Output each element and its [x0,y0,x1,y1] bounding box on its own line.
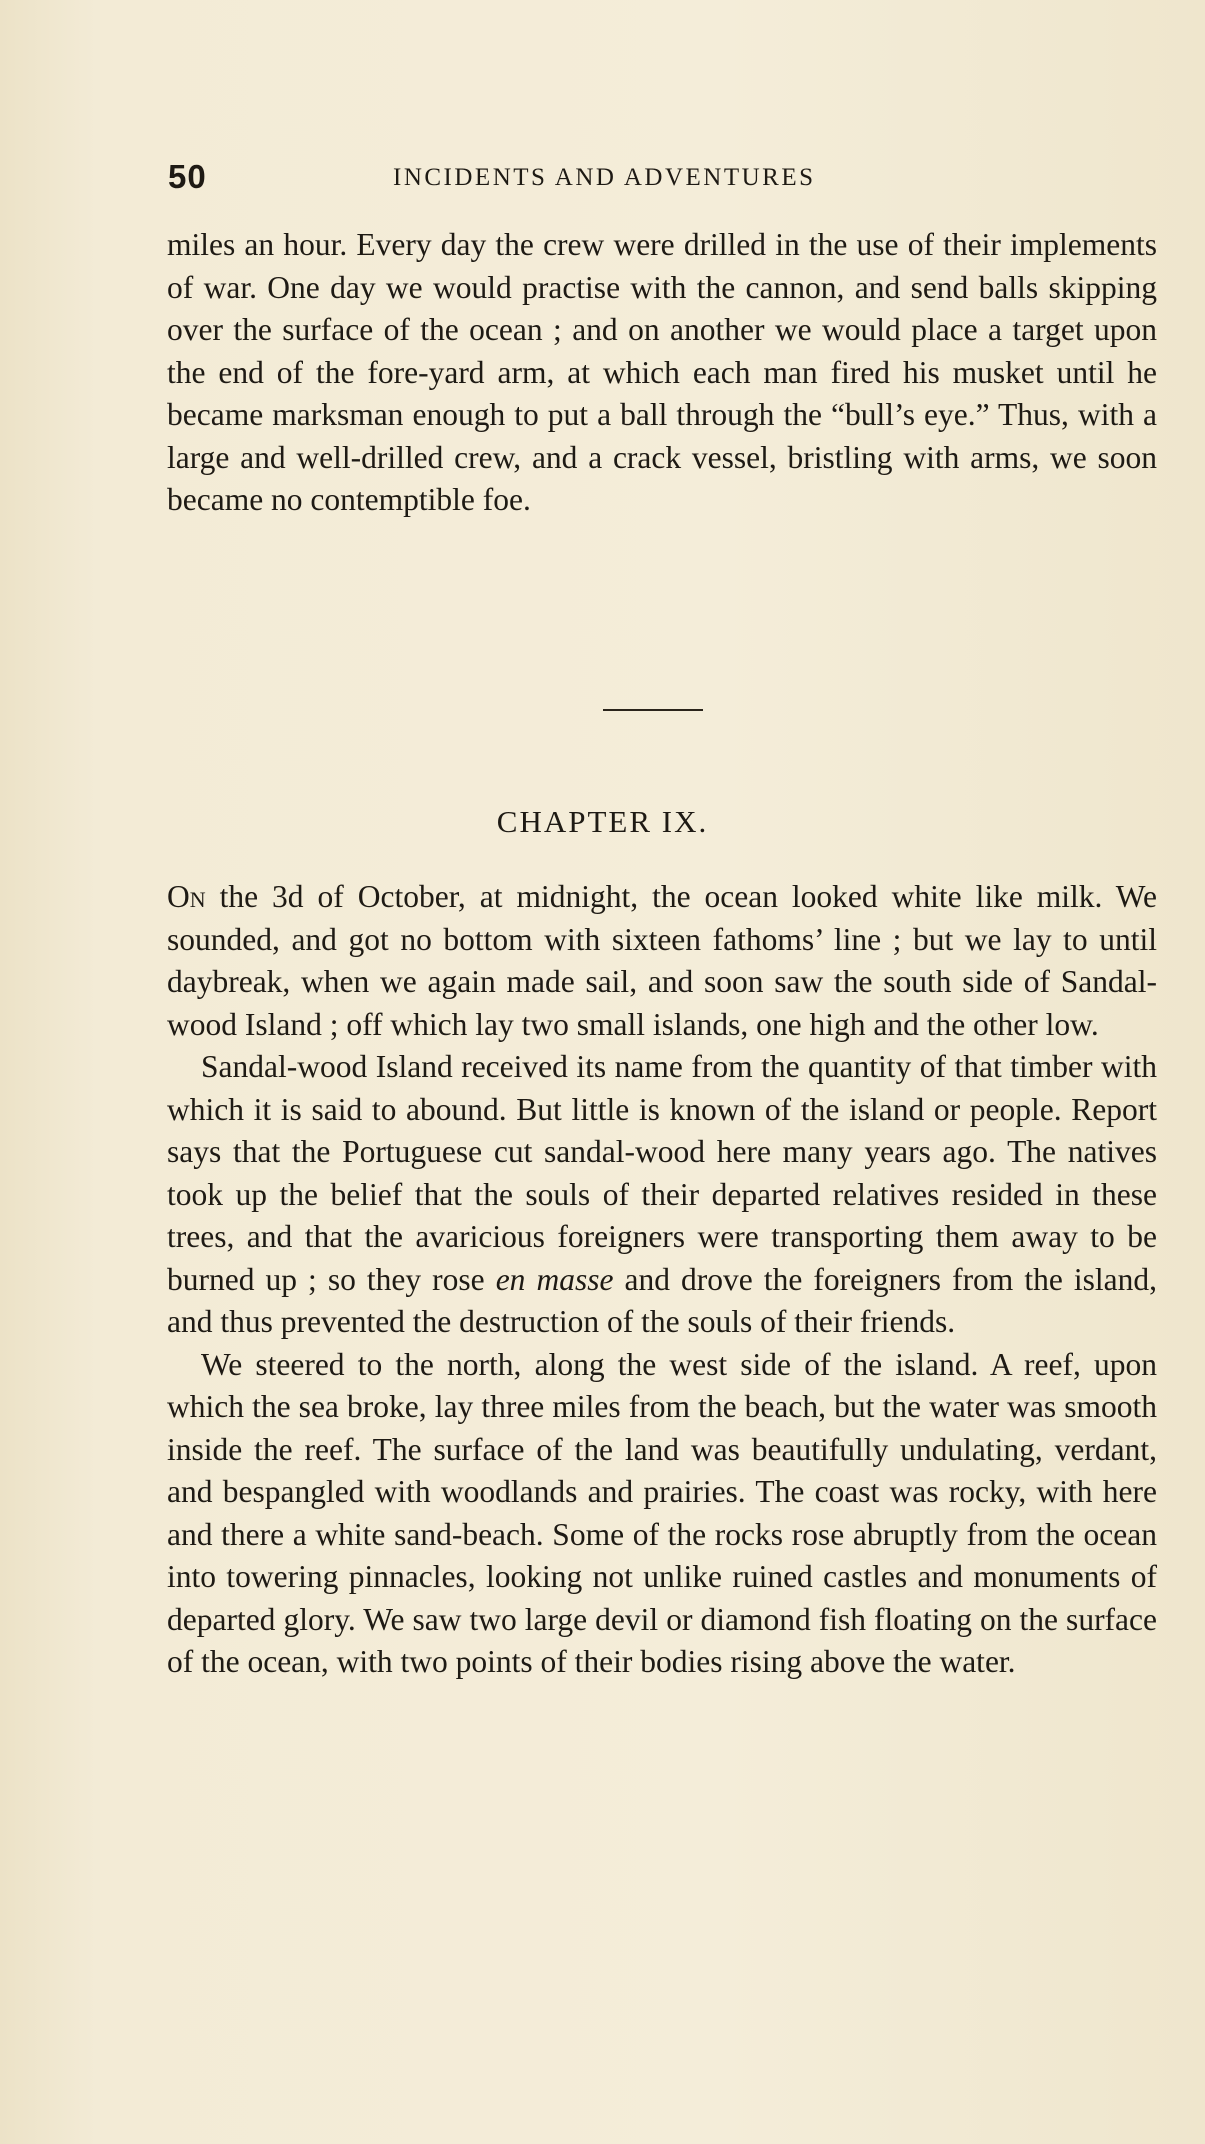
chapter-paragraph-2: Sandal-wood Island received its name from the quantity of that timber with which it is said to abound. But little is known of the island or people. Report says that the Portuguese cut sandal-wood here many years ago. The natives took up the belief that the souls of their departed relatives resided in these trees, and that the avaricious foreigners were transporting them away to be burned up ; so they rose en masse and drove the foreigners from the island, and thus prevented the destruction of the souls of their friends. [167,1049,1157,1339]
continued-paragraph: miles an hour. Every day the crew were drilled in the use of their implements of war. One day we would practise with the cannon, and send balls skipping over the surface of the ocean ; and on another we would place a target upon the end of the fore-yard arm, at which each man fired his musket until he became marksman enough to put a ball through the “bull’s eye.” Thus, with a large and well-drilled crew, and a crack vessel, bristling with arms, we soon became no contemptible foe. [167,227,1157,517]
chapter-paragraph-1 [167,876,1157,1046]
chapter-paragraph-3: We steered to the north, along the west side of the island. A reef, upon which the sea broke, lay three miles from the beach, but the water was smooth inside the reef. The surface of the land was beautifully undulating, verdant, and bespangled with woodlands and prairies. The coast was rocky, with here and there a white sand-beach. Some of the rocks rose abruptly from the ocean into towering pinnacles, looking not unlike ruined castles and monuments of departed glory. We saw two large devil or diamond fish floating on the surface of the ocean, with two points of their bodies rising above the water. [167,1346,1157,1679]
running-head: INCIDENTS AND ADVENTURES [393,164,816,191]
chapter-text [167,876,1157,1684]
page-header [168,158,1048,198]
continued-text [167,224,1157,522]
opening-word: On [167,879,206,914]
chapter-title: CHAPTER IX. [496,804,709,839]
page-number: 50 [168,158,207,195]
paragraph-1-text: the 3d of October, at midnight, the ocean looked white like milk. We sounded, and got no bottom with sixteen fathoms’ line ; but we lay to until daybreak, when we again made sail, and soon saw the south side of Sandal-wood Island ; off which lay two small islands, one high and the other low. [167,879,1158,1042]
section-divider [603,709,703,711]
